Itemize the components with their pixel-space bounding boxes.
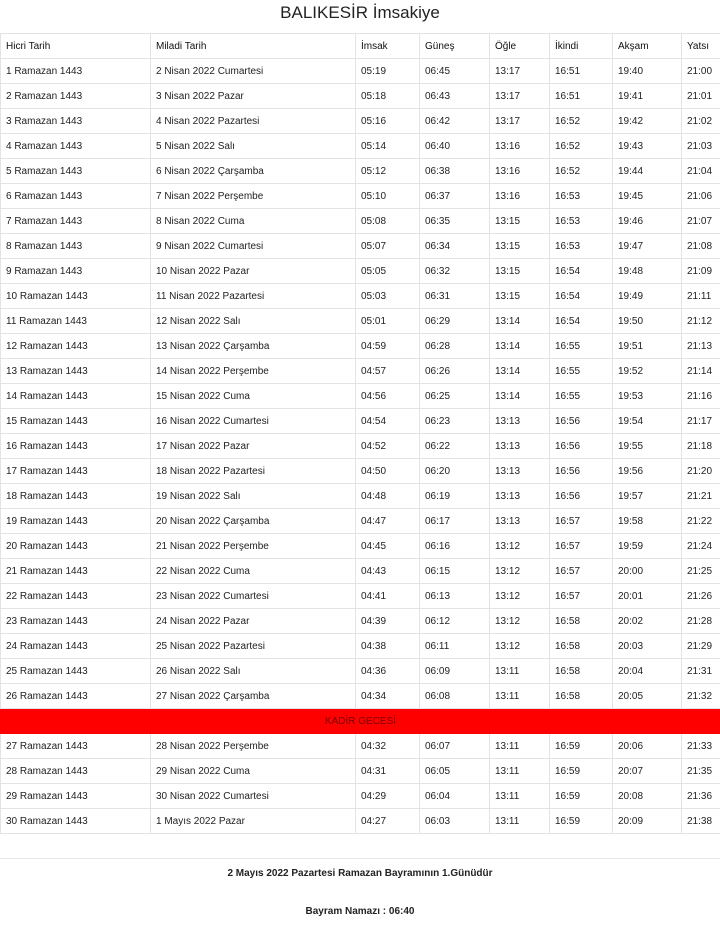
- cell-aksam: 19:41: [613, 84, 682, 109]
- cell-gunes: 06:45: [420, 59, 490, 84]
- cell-ikindi: 16:54: [550, 259, 613, 284]
- cell-imsak: 05:01: [356, 309, 420, 334]
- cell-gunes: 06:05: [420, 759, 490, 784]
- cell-yatsi: 21:12: [682, 309, 720, 334]
- cell-imsak: 04:50: [356, 459, 420, 484]
- header-yatsi: Yatsı: [682, 34, 720, 59]
- table-row: [1, 484, 720, 509]
- cell-gunes: 06:19: [420, 484, 490, 509]
- cell-hicri-tarih: 17 Ramazan 1443: [1, 459, 151, 484]
- cell-ikindi: 16:55: [550, 334, 613, 359]
- cell-ikindi: 16:56: [550, 409, 613, 434]
- cell-ikindi: 16:54: [550, 284, 613, 309]
- cell-ogle: 13:13: [490, 409, 550, 434]
- cell-gunes: 06:25: [420, 384, 490, 409]
- cell-imsak: 04:43: [356, 559, 420, 584]
- cell-yatsi: 21:02: [682, 109, 720, 134]
- table-row: [1, 459, 720, 484]
- cell-yatsi: 21:20: [682, 459, 720, 484]
- cell-imsak: 05:07: [356, 234, 420, 259]
- table-row: [1, 809, 720, 834]
- cell-ikindi: 16:59: [550, 809, 613, 834]
- header-ikindi: İkindi: [550, 34, 613, 59]
- cell-ikindi: 16:53: [550, 234, 613, 259]
- table-row: [1, 134, 720, 159]
- cell-hicri-tarih: 13 Ramazan 1443: [1, 359, 151, 384]
- cell-ikindi: 16:51: [550, 84, 613, 109]
- cell-miladi-tarih: 9 Nisan 2022 Cumartesi: [151, 234, 356, 259]
- table-row: [1, 659, 720, 684]
- cell-ogle: 13:11: [490, 734, 550, 759]
- cell-imsak: 05:03: [356, 284, 420, 309]
- cell-miladi-tarih: 30 Nisan 2022 Cumartesi: [151, 784, 356, 809]
- cell-yatsi: 21:14: [682, 359, 720, 384]
- cell-imsak: 05:05: [356, 259, 420, 284]
- cell-ogle: 13:17: [490, 109, 550, 134]
- cell-aksam: 19:51: [613, 334, 682, 359]
- cell-gunes: 06:09: [420, 659, 490, 684]
- table-row: [1, 284, 720, 309]
- cell-aksam: 20:04: [613, 659, 682, 684]
- cell-miladi-tarih: 2 Nisan 2022 Cumartesi: [151, 59, 356, 84]
- cell-yatsi: 21:33: [682, 734, 720, 759]
- cell-ikindi: 16:59: [550, 784, 613, 809]
- cell-ogle: 13:12: [490, 584, 550, 609]
- table-row: [1, 59, 720, 84]
- table-header-row: [1, 34, 720, 59]
- cell-miladi-tarih: 5 Nisan 2022 Salı: [151, 134, 356, 159]
- cell-gunes: 06:34: [420, 234, 490, 259]
- table-row: [1, 159, 720, 184]
- cell-imsak: 04:39: [356, 609, 420, 634]
- cell-aksam: 19:40: [613, 59, 682, 84]
- cell-ikindi: 16:55: [550, 384, 613, 409]
- cell-hicri-tarih: 27 Ramazan 1443: [1, 734, 151, 759]
- cell-yatsi: 21:21: [682, 484, 720, 509]
- cell-miladi-tarih: 24 Nisan 2022 Pazar: [151, 609, 356, 634]
- cell-gunes: 06:07: [420, 734, 490, 759]
- cell-imsak: 04:34: [356, 684, 420, 709]
- cell-yatsi: 21:28: [682, 609, 720, 634]
- cell-imsak: 04:45: [356, 534, 420, 559]
- cell-imsak: 04:56: [356, 384, 420, 409]
- header-aksam: Akşam: [613, 34, 682, 59]
- table-row: [1, 234, 720, 259]
- table-row: [1, 184, 720, 209]
- cell-gunes: 06:37: [420, 184, 490, 209]
- cell-ogle: 13:16: [490, 184, 550, 209]
- cell-ogle: 13:15: [490, 234, 550, 259]
- cell-ikindi: 16:58: [550, 659, 613, 684]
- table-row: [1, 634, 720, 659]
- cell-miladi-tarih: 10 Nisan 2022 Pazar: [151, 259, 356, 284]
- cell-hicri-tarih: 20 Ramazan 1443: [1, 534, 151, 559]
- cell-gunes: 06:12: [420, 609, 490, 634]
- cell-ikindi: 16:58: [550, 609, 613, 634]
- cell-ikindi: 16:57: [550, 509, 613, 534]
- cell-hicri-tarih: 7 Ramazan 1443: [1, 209, 151, 234]
- cell-ogle: 13:14: [490, 309, 550, 334]
- table-row: [1, 84, 720, 109]
- cell-yatsi: 21:16: [682, 384, 720, 409]
- cell-miladi-tarih: 14 Nisan 2022 Perşembe: [151, 359, 356, 384]
- kadir-gecesi-row: [1, 709, 720, 734]
- cell-imsak: 04:32: [356, 734, 420, 759]
- cell-yatsi: 21:09: [682, 259, 720, 284]
- cell-gunes: 06:38: [420, 159, 490, 184]
- cell-aksam: 19:47: [613, 234, 682, 259]
- cell-gunes: 06:17: [420, 509, 490, 534]
- cell-gunes: 06:40: [420, 134, 490, 159]
- cell-miladi-tarih: 18 Nisan 2022 Pazartesi: [151, 459, 356, 484]
- cell-ogle: 13:15: [490, 284, 550, 309]
- cell-imsak: 04:31: [356, 759, 420, 784]
- cell-ogle: 13:12: [490, 634, 550, 659]
- cell-ikindi: 16:54: [550, 309, 613, 334]
- cell-aksam: 20:08: [613, 784, 682, 809]
- table-row: [1, 759, 720, 784]
- cell-miladi-tarih: 12 Nisan 2022 Salı: [151, 309, 356, 334]
- cell-gunes: 06:26: [420, 359, 490, 384]
- cell-gunes: 06:31: [420, 284, 490, 309]
- cell-miladi-tarih: 1 Mayıs 2022 Pazar: [151, 809, 356, 834]
- table-row: [1, 384, 720, 409]
- cell-aksam: 20:03: [613, 634, 682, 659]
- cell-ogle: 13:11: [490, 659, 550, 684]
- cell-gunes: 06:20: [420, 459, 490, 484]
- cell-yatsi: 21:36: [682, 784, 720, 809]
- cell-ogle: 13:13: [490, 434, 550, 459]
- cell-ikindi: 16:51: [550, 59, 613, 84]
- cell-yatsi: 21:00: [682, 59, 720, 84]
- cell-miladi-tarih: 11 Nisan 2022 Pazartesi: [151, 284, 356, 309]
- cell-hicri-tarih: 29 Ramazan 1443: [1, 784, 151, 809]
- cell-miladi-tarih: 26 Nisan 2022 Salı: [151, 659, 356, 684]
- cell-miladi-tarih: 22 Nisan 2022 Cuma: [151, 559, 356, 584]
- cell-yatsi: 21:11: [682, 284, 720, 309]
- table-row: [1, 559, 720, 584]
- cell-yatsi: 21:07: [682, 209, 720, 234]
- table-row: [1, 534, 720, 559]
- cell-ikindi: 16:59: [550, 734, 613, 759]
- cell-aksam: 19:53: [613, 384, 682, 409]
- cell-imsak: 05:08: [356, 209, 420, 234]
- cell-miladi-tarih: 25 Nisan 2022 Pazartesi: [151, 634, 356, 659]
- table-row: [1, 409, 720, 434]
- table-row: [1, 734, 720, 759]
- cell-imsak: 04:41: [356, 584, 420, 609]
- cell-yatsi: 21:26: [682, 584, 720, 609]
- cell-gunes: 06:29: [420, 309, 490, 334]
- cell-imsak: 04:36: [356, 659, 420, 684]
- cell-ogle: 13:12: [490, 534, 550, 559]
- cell-hicri-tarih: 26 Ramazan 1443: [1, 684, 151, 709]
- cell-ogle: 13:13: [490, 459, 550, 484]
- cell-ogle: 13:11: [490, 809, 550, 834]
- cell-hicri-tarih: 22 Ramazan 1443: [1, 584, 151, 609]
- table-row: [1, 609, 720, 634]
- cell-yatsi: 21:31: [682, 659, 720, 684]
- cell-ogle: 13:11: [490, 784, 550, 809]
- cell-gunes: 06:16: [420, 534, 490, 559]
- cell-ikindi: 16:57: [550, 534, 613, 559]
- cell-aksam: 19:50: [613, 309, 682, 334]
- cell-miladi-tarih: 15 Nisan 2022 Cuma: [151, 384, 356, 409]
- header-imsak: İmsak: [356, 34, 420, 59]
- cell-imsak: 04:48: [356, 484, 420, 509]
- cell-aksam: 19:55: [613, 434, 682, 459]
- table-row: [1, 359, 720, 384]
- cell-ikindi: 16:52: [550, 134, 613, 159]
- cell-miladi-tarih: 13 Nisan 2022 Çarşamba: [151, 334, 356, 359]
- cell-aksam: 19:43: [613, 134, 682, 159]
- cell-imsak: 04:47: [356, 509, 420, 534]
- cell-ikindi: 16:53: [550, 184, 613, 209]
- cell-imsak: 04:29: [356, 784, 420, 809]
- cell-gunes: 06:13: [420, 584, 490, 609]
- cell-ogle: 13:14: [490, 334, 550, 359]
- cell-gunes: 06:04: [420, 784, 490, 809]
- cell-miladi-tarih: 17 Nisan 2022 Pazar: [151, 434, 356, 459]
- cell-miladi-tarih: 7 Nisan 2022 Perşembe: [151, 184, 356, 209]
- table-row: [1, 684, 720, 709]
- cell-aksam: 19:52: [613, 359, 682, 384]
- cell-hicri-tarih: 18 Ramazan 1443: [1, 484, 151, 509]
- cell-yatsi: 21:04: [682, 159, 720, 184]
- cell-hicri-tarih: 15 Ramazan 1443: [1, 409, 151, 434]
- cell-hicri-tarih: 10 Ramazan 1443: [1, 284, 151, 309]
- table-row: [1, 209, 720, 234]
- cell-gunes: 06:11: [420, 634, 490, 659]
- cell-ikindi: 16:56: [550, 459, 613, 484]
- cell-imsak: 05:19: [356, 59, 420, 84]
- cell-hicri-tarih: 19 Ramazan 1443: [1, 509, 151, 534]
- cell-gunes: 06:32: [420, 259, 490, 284]
- cell-hicri-tarih: 28 Ramazan 1443: [1, 759, 151, 784]
- cell-hicri-tarih: 5 Ramazan 1443: [1, 159, 151, 184]
- cell-imsak: 04:27: [356, 809, 420, 834]
- cell-aksam: 19:58: [613, 509, 682, 534]
- table-row: [1, 584, 720, 609]
- cell-miladi-tarih: 27 Nisan 2022 Çarşamba: [151, 684, 356, 709]
- cell-ogle: 13:15: [490, 209, 550, 234]
- cell-miladi-tarih: 19 Nisan 2022 Salı: [151, 484, 356, 509]
- cell-aksam: 19:45: [613, 184, 682, 209]
- cell-yatsi: 21:18: [682, 434, 720, 459]
- cell-aksam: 19:48: [613, 259, 682, 284]
- cell-gunes: 06:42: [420, 109, 490, 134]
- cell-ikindi: 16:58: [550, 634, 613, 659]
- cell-hicri-tarih: 14 Ramazan 1443: [1, 384, 151, 409]
- cell-imsak: 04:59: [356, 334, 420, 359]
- cell-aksam: 20:07: [613, 759, 682, 784]
- cell-miladi-tarih: 4 Nisan 2022 Pazartesi: [151, 109, 356, 134]
- cell-gunes: 06:08: [420, 684, 490, 709]
- cell-imsak: 05:16: [356, 109, 420, 134]
- cell-ikindi: 16:55: [550, 359, 613, 384]
- header-hicri-tarih: Hicri Tarih: [1, 34, 151, 59]
- cell-ikindi: 16:59: [550, 759, 613, 784]
- cell-miladi-tarih: 3 Nisan 2022 Pazar: [151, 84, 356, 109]
- cell-yatsi: 21:22: [682, 509, 720, 534]
- table-row: [1, 784, 720, 809]
- cell-aksam: 20:01: [613, 584, 682, 609]
- cell-aksam: 20:02: [613, 609, 682, 634]
- cell-yatsi: 21:13: [682, 334, 720, 359]
- cell-ikindi: 16:57: [550, 559, 613, 584]
- cell-miladi-tarih: 28 Nisan 2022 Perşembe: [151, 734, 356, 759]
- cell-yatsi: 21:25: [682, 559, 720, 584]
- cell-gunes: 06:15: [420, 559, 490, 584]
- cell-hicri-tarih: 3 Ramazan 1443: [1, 109, 151, 134]
- cell-gunes: 06:22: [420, 434, 490, 459]
- cell-ogle: 13:13: [490, 484, 550, 509]
- bayram-note: 2 Mayıs 2022 Pazartesi Ramazan Bayramının 1.Günüdür: [227, 868, 493, 879]
- cell-miladi-tarih: 8 Nisan 2022 Cuma: [151, 209, 356, 234]
- cell-yatsi: 21:08: [682, 234, 720, 259]
- cell-ikindi: 16:58: [550, 684, 613, 709]
- cell-miladi-tarih: 29 Nisan 2022 Cuma: [151, 759, 356, 784]
- cell-yatsi: 21:29: [682, 634, 720, 659]
- cell-imsak: 05:14: [356, 134, 420, 159]
- table-row: [1, 259, 720, 284]
- cell-hicri-tarih: 2 Ramazan 1443: [1, 84, 151, 109]
- page-title: BALIKESİR İmsakiye: [280, 3, 440, 22]
- cell-hicri-tarih: 1 Ramazan 1443: [1, 59, 151, 84]
- cell-aksam: 20:00: [613, 559, 682, 584]
- header-miladi-tarih: Miladi Tarih: [151, 34, 356, 59]
- cell-aksam: 19:46: [613, 209, 682, 234]
- header-gunes: Güneş: [420, 34, 490, 59]
- cell-gunes: 06:28: [420, 334, 490, 359]
- cell-imsak: 04:57: [356, 359, 420, 384]
- cell-ogle: 13:14: [490, 384, 550, 409]
- cell-gunes: 06:43: [420, 84, 490, 109]
- cell-aksam: 19:59: [613, 534, 682, 559]
- cell-yatsi: 21:32: [682, 684, 720, 709]
- header-ogle: Öğle: [490, 34, 550, 59]
- cell-aksam: 19:44: [613, 159, 682, 184]
- cell-aksam: 19:56: [613, 459, 682, 484]
- cell-ogle: 13:16: [490, 159, 550, 184]
- cell-imsak: 04:54: [356, 409, 420, 434]
- cell-aksam: 20:06: [613, 734, 682, 759]
- cell-hicri-tarih: 11 Ramazan 1443: [1, 309, 151, 334]
- cell-yatsi: 21:17: [682, 409, 720, 434]
- cell-hicri-tarih: 12 Ramazan 1443: [1, 334, 151, 359]
- cell-aksam: 20:09: [613, 809, 682, 834]
- cell-yatsi: 21:01: [682, 84, 720, 109]
- cell-gunes: 06:23: [420, 409, 490, 434]
- cell-miladi-tarih: 23 Nisan 2022 Cumartesi: [151, 584, 356, 609]
- cell-ogle: 13:17: [490, 84, 550, 109]
- table-row: [1, 509, 720, 534]
- table-row: [1, 109, 720, 134]
- table-row: [1, 309, 720, 334]
- cell-aksam: 20:05: [613, 684, 682, 709]
- cell-gunes: 06:35: [420, 209, 490, 234]
- cell-ogle: 13:15: [490, 259, 550, 284]
- cell-yatsi: 21:38: [682, 809, 720, 834]
- cell-imsak: 05:18: [356, 84, 420, 109]
- cell-ikindi: 16:56: [550, 434, 613, 459]
- cell-miladi-tarih: 16 Nisan 2022 Cumartesi: [151, 409, 356, 434]
- cell-hicri-tarih: 8 Ramazan 1443: [1, 234, 151, 259]
- table-row: [1, 434, 720, 459]
- cell-ogle: 13:12: [490, 609, 550, 634]
- cell-hicri-tarih: 4 Ramazan 1443: [1, 134, 151, 159]
- cell-aksam: 19:57: [613, 484, 682, 509]
- cell-yatsi: 21:35: [682, 759, 720, 784]
- cell-hicri-tarih: 25 Ramazan 1443: [1, 659, 151, 684]
- cell-aksam: 19:54: [613, 409, 682, 434]
- cell-gunes: 06:03: [420, 809, 490, 834]
- cell-ikindi: 16:56: [550, 484, 613, 509]
- cell-yatsi: 21:06: [682, 184, 720, 209]
- cell-aksam: 19:49: [613, 284, 682, 309]
- imsakiye-table: [0, 33, 720, 834]
- cell-hicri-tarih: 9 Ramazan 1443: [1, 259, 151, 284]
- cell-hicri-tarih: 24 Ramazan 1443: [1, 634, 151, 659]
- cell-hicri-tarih: 6 Ramazan 1443: [1, 184, 151, 209]
- cell-ogle: 13:16: [490, 134, 550, 159]
- cell-imsak: 05:10: [356, 184, 420, 209]
- bayram-namazi: Bayram Namazı : 06:40: [305, 906, 415, 917]
- cell-ikindi: 16:52: [550, 109, 613, 134]
- cell-hicri-tarih: 16 Ramazan 1443: [1, 434, 151, 459]
- cell-hicri-tarih: 21 Ramazan 1443: [1, 559, 151, 584]
- cell-yatsi: 21:03: [682, 134, 720, 159]
- cell-ogle: 13:11: [490, 684, 550, 709]
- cell-miladi-tarih: 6 Nisan 2022 Çarşamba: [151, 159, 356, 184]
- cell-miladi-tarih: 20 Nisan 2022 Çarşamba: [151, 509, 356, 534]
- cell-imsak: 04:52: [356, 434, 420, 459]
- cell-aksam: 19:42: [613, 109, 682, 134]
- cell-ogle: 13:17: [490, 59, 550, 84]
- kadir-gecesi-label: KADİR GECESİ: [1, 709, 720, 734]
- cell-hicri-tarih: 23 Ramazan 1443: [1, 609, 151, 634]
- footer: [0, 858, 720, 919]
- cell-ikindi: 16:53: [550, 209, 613, 234]
- table-row: [1, 334, 720, 359]
- cell-imsak: 04:38: [356, 634, 420, 659]
- cell-ikindi: 16:57: [550, 584, 613, 609]
- cell-ogle: 13:11: [490, 759, 550, 784]
- cell-yatsi: 21:24: [682, 534, 720, 559]
- cell-ogle: 13:14: [490, 359, 550, 384]
- cell-hicri-tarih: 30 Ramazan 1443: [1, 809, 151, 834]
- cell-ogle: 13:12: [490, 559, 550, 584]
- cell-imsak: 05:12: [356, 159, 420, 184]
- cell-ikindi: 16:52: [550, 159, 613, 184]
- cell-ogle: 13:13: [490, 509, 550, 534]
- cell-miladi-tarih: 21 Nisan 2022 Perşembe: [151, 534, 356, 559]
